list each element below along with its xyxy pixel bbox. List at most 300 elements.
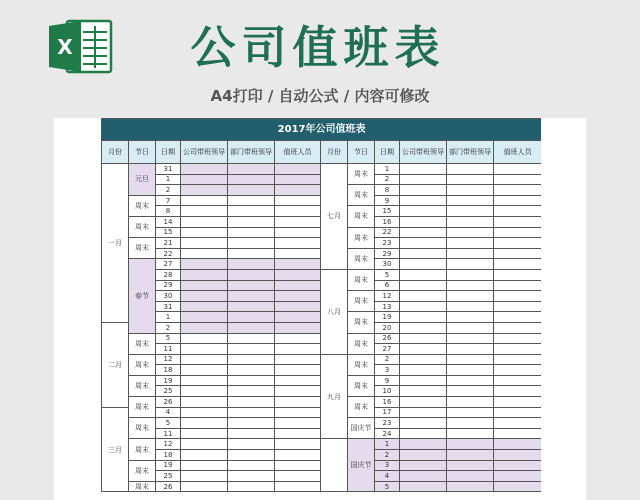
dept-leader-cell — [447, 418, 494, 429]
company-leader-cell — [400, 259, 447, 270]
company-leader-cell — [400, 386, 447, 397]
staff-cell — [275, 259, 321, 270]
staff-cell — [275, 227, 321, 238]
holiday-cell: 周末 — [129, 333, 156, 354]
date-cell: 2 — [156, 185, 181, 196]
staff-cell — [275, 322, 321, 333]
date-cell: 5 — [156, 333, 181, 344]
holiday-cell: 周末 — [348, 375, 375, 396]
dept-leader-cell — [228, 481, 275, 492]
date-cell: 25 — [156, 471, 181, 482]
company-leader-cell — [181, 291, 228, 302]
staff-cell — [494, 301, 542, 312]
date-cell: 1 — [156, 174, 181, 185]
staff-cell — [494, 238, 542, 249]
col-staff: 值班人员 — [275, 141, 321, 164]
staff-cell — [275, 460, 321, 471]
date-cell: 29 — [375, 248, 400, 259]
company-leader-cell — [181, 333, 228, 344]
holiday-cell: 周末 — [129, 354, 156, 375]
dept-leader-cell — [228, 259, 275, 270]
company-leader-cell — [181, 259, 228, 270]
dept-leader-cell — [447, 460, 494, 471]
dept-leader-cell — [228, 195, 275, 206]
dept-leader-cell — [447, 216, 494, 227]
date-cell: 3 — [375, 460, 400, 471]
company-leader-cell — [181, 460, 228, 471]
staff-cell — [275, 291, 321, 302]
col-staff: 值班人员 — [494, 141, 542, 164]
dept-leader-cell — [228, 460, 275, 471]
dept-leader-cell — [228, 397, 275, 408]
staff-cell — [275, 280, 321, 291]
staff-cell — [494, 344, 542, 355]
staff-cell — [275, 471, 321, 482]
dept-leader-cell — [447, 344, 494, 355]
dept-leader-cell — [228, 291, 275, 302]
holiday-cell: 周末 — [129, 460, 156, 481]
company-leader-cell — [400, 354, 447, 365]
month-cell: 一月 — [102, 164, 129, 323]
company-leader-cell — [400, 269, 447, 280]
holiday-cell: 周末 — [129, 375, 156, 396]
company-leader-cell — [181, 312, 228, 323]
dept-leader-cell — [447, 301, 494, 312]
date-cell: 19 — [156, 375, 181, 386]
duty-schedule-table — [101, 118, 541, 492]
dept-leader-cell — [228, 418, 275, 429]
date-cell: 1 — [375, 439, 400, 450]
date-cell: 7 — [156, 195, 181, 206]
company-leader-cell — [181, 344, 228, 355]
staff-cell — [494, 365, 542, 376]
holiday-cell: 周末 — [129, 418, 156, 439]
col-holiday: 节日 — [348, 141, 375, 164]
month-cell — [321, 439, 348, 492]
holiday-cell: 周末 — [348, 291, 375, 312]
dept-leader-cell — [447, 195, 494, 206]
staff-cell — [494, 185, 542, 196]
holiday-cell: 周末 — [129, 216, 156, 237]
company-leader-cell — [181, 354, 228, 365]
date-cell: 8 — [375, 185, 400, 196]
date-cell: 21 — [156, 238, 181, 249]
company-leader-cell — [181, 238, 228, 249]
staff-cell — [275, 344, 321, 355]
dept-leader-cell — [447, 407, 494, 418]
table-banner: 2017年公司值班表 — [102, 119, 542, 141]
staff-cell — [275, 481, 321, 492]
company-leader-cell — [400, 206, 447, 217]
company-leader-cell — [181, 248, 228, 259]
date-cell: 27 — [156, 259, 181, 270]
staff-cell — [494, 259, 542, 270]
date-cell: 5 — [375, 481, 400, 492]
page-subtitle: A4打印 / 自动公式 / 内容可修改 — [210, 87, 430, 105]
table-row — [102, 164, 542, 175]
staff-cell — [275, 164, 321, 175]
date-cell: 18 — [156, 450, 181, 461]
holiday-cell: 国庆节 — [348, 439, 375, 492]
dept-leader-cell — [447, 248, 494, 259]
month-cell: 二月 — [102, 322, 129, 407]
col-date: 日期 — [375, 141, 400, 164]
company-leader-cell — [400, 238, 447, 249]
date-cell: 29 — [156, 280, 181, 291]
date-cell: 27 — [375, 344, 400, 355]
date-cell: 31 — [156, 301, 181, 312]
dept-leader-cell — [228, 248, 275, 259]
staff-cell — [494, 418, 542, 429]
staff-cell — [494, 216, 542, 227]
date-cell: 1 — [156, 312, 181, 323]
col-company-leader: 公司带班领导 — [400, 141, 447, 164]
page-title: 公司值班表 — [190, 21, 446, 74]
date-cell: 23 — [375, 238, 400, 249]
dept-leader-cell — [447, 365, 494, 376]
date-cell: 12 — [156, 354, 181, 365]
company-leader-cell — [400, 450, 447, 461]
dept-leader-cell — [228, 428, 275, 439]
company-leader-cell — [181, 375, 228, 386]
date-cell: 24 — [375, 428, 400, 439]
staff-cell — [494, 428, 542, 439]
date-cell: 9 — [375, 195, 400, 206]
dept-leader-cell — [228, 407, 275, 418]
date-cell: 4 — [156, 407, 181, 418]
holiday-cell: 周末 — [348, 248, 375, 269]
staff-cell — [275, 407, 321, 418]
staff-cell — [494, 227, 542, 238]
date-cell: 6 — [375, 280, 400, 291]
company-leader-cell — [181, 450, 228, 461]
holiday-cell: 周末 — [129, 238, 156, 259]
holiday-cell: 周末 — [348, 185, 375, 206]
company-leader-cell — [400, 280, 447, 291]
staff-cell — [275, 174, 321, 185]
holiday-cell: 周末 — [348, 227, 375, 248]
company-leader-cell — [181, 386, 228, 397]
date-cell: 15 — [156, 227, 181, 238]
date-cell: 11 — [156, 344, 181, 355]
date-cell: 5 — [156, 418, 181, 429]
dept-leader-cell — [447, 238, 494, 249]
company-leader-cell — [181, 397, 228, 408]
date-cell: 2 — [375, 450, 400, 461]
staff-cell — [494, 375, 542, 386]
dept-leader-cell — [447, 259, 494, 270]
company-leader-cell — [400, 291, 447, 302]
dept-leader-cell — [228, 280, 275, 291]
dept-leader-cell — [447, 439, 494, 450]
holiday-cell: 春节 — [129, 259, 156, 333]
staff-cell — [275, 375, 321, 386]
date-cell: 10 — [375, 386, 400, 397]
staff-cell — [275, 333, 321, 344]
date-cell: 26 — [156, 397, 181, 408]
date-cell: 22 — [375, 227, 400, 238]
col-month: 月份 — [321, 141, 348, 164]
staff-cell — [275, 216, 321, 227]
dept-leader-cell — [447, 450, 494, 461]
company-leader-cell — [181, 280, 228, 291]
date-cell: 19 — [156, 460, 181, 471]
month-cell: 三月 — [102, 407, 129, 492]
holiday-cell: 周末 — [348, 333, 375, 354]
holiday-cell: 周末 — [348, 312, 375, 333]
date-cell: 26 — [375, 333, 400, 344]
company-leader-cell — [400, 397, 447, 408]
dept-leader-cell — [228, 227, 275, 238]
staff-cell — [494, 206, 542, 217]
dept-leader-cell — [228, 164, 275, 175]
date-cell: 14 — [156, 216, 181, 227]
month-cell: 八月 — [321, 269, 348, 354]
company-leader-cell — [400, 407, 447, 418]
company-leader-cell — [181, 227, 228, 238]
staff-cell — [494, 386, 542, 397]
dept-leader-cell — [447, 206, 494, 217]
table-row — [102, 269, 542, 280]
date-cell: 31 — [156, 164, 181, 175]
dept-leader-cell — [447, 185, 494, 196]
dept-leader-cell — [447, 269, 494, 280]
company-leader-cell — [400, 174, 447, 185]
staff-cell — [494, 291, 542, 302]
company-leader-cell — [400, 195, 447, 206]
company-leader-cell — [400, 312, 447, 323]
holiday-cell: 周末 — [348, 164, 375, 185]
holiday-cell: 元旦 — [129, 164, 156, 196]
dept-leader-cell — [447, 471, 494, 482]
dept-leader-cell — [228, 174, 275, 185]
company-leader-cell — [400, 301, 447, 312]
company-leader-cell — [181, 206, 228, 217]
staff-cell — [275, 248, 321, 259]
holiday-cell: 周末 — [348, 206, 375, 227]
date-cell: 12 — [156, 439, 181, 450]
schedule-body — [102, 164, 542, 492]
company-leader-cell — [181, 322, 228, 333]
dept-leader-cell — [228, 386, 275, 397]
company-leader-cell — [400, 428, 447, 439]
holiday-cell: 周末 — [348, 354, 375, 375]
dept-leader-cell — [447, 164, 494, 175]
company-leader-cell — [400, 248, 447, 259]
col-holiday: 节日 — [129, 141, 156, 164]
date-cell: 2 — [375, 354, 400, 365]
dept-leader-cell — [447, 386, 494, 397]
company-leader-cell — [181, 164, 228, 175]
holiday-cell: 国庆节 — [348, 418, 375, 439]
dept-leader-cell — [228, 354, 275, 365]
dept-leader-cell — [447, 312, 494, 323]
company-leader-cell — [181, 174, 228, 185]
company-leader-cell — [400, 227, 447, 238]
dept-leader-cell — [447, 354, 494, 365]
date-cell: 17 — [375, 407, 400, 418]
staff-cell — [494, 322, 542, 333]
dept-leader-cell — [228, 333, 275, 344]
staff-cell — [275, 386, 321, 397]
dept-leader-cell — [228, 439, 275, 450]
date-cell: 26 — [156, 481, 181, 492]
company-leader-cell — [400, 460, 447, 471]
company-leader-cell — [400, 481, 447, 492]
schedule-sheet — [101, 118, 541, 500]
date-cell: 25 — [156, 386, 181, 397]
date-cell: 19 — [375, 312, 400, 323]
dept-leader-cell — [447, 428, 494, 439]
date-cell: 3 — [375, 365, 400, 376]
staff-cell — [275, 195, 321, 206]
staff-cell — [275, 206, 321, 217]
holiday-cell: 周末 — [348, 397, 375, 418]
staff-cell — [275, 269, 321, 280]
dept-leader-cell — [228, 312, 275, 323]
staff-cell — [494, 248, 542, 259]
dept-leader-cell — [447, 333, 494, 344]
staff-cell — [494, 164, 542, 175]
staff-cell — [275, 418, 321, 429]
date-cell: 30 — [156, 291, 181, 302]
date-cell: 2 — [375, 174, 400, 185]
company-leader-cell — [400, 322, 447, 333]
staff-cell — [494, 354, 542, 365]
table-row — [102, 354, 542, 365]
holiday-cell: 周末 — [348, 269, 375, 290]
date-cell: 12 — [375, 291, 400, 302]
date-cell: 16 — [375, 216, 400, 227]
staff-cell — [275, 312, 321, 323]
date-cell: 4 — [375, 471, 400, 482]
col-dept-leader: 部门带班领导 — [228, 141, 275, 164]
dept-leader-cell — [228, 471, 275, 482]
dept-leader-cell — [228, 185, 275, 196]
company-leader-cell — [400, 375, 447, 386]
staff-cell — [494, 460, 542, 471]
company-leader-cell — [400, 365, 447, 376]
company-leader-cell — [400, 333, 447, 344]
dept-leader-cell — [447, 375, 494, 386]
company-leader-cell — [400, 418, 447, 429]
company-leader-cell — [181, 428, 228, 439]
staff-cell — [494, 439, 542, 450]
col-date: 日期 — [156, 141, 181, 164]
staff-cell — [494, 481, 542, 492]
staff-cell — [275, 397, 321, 408]
date-cell: 22 — [156, 248, 181, 259]
dept-leader-cell — [228, 206, 275, 217]
staff-cell — [494, 195, 542, 206]
staff-cell — [275, 450, 321, 461]
staff-cell — [275, 301, 321, 312]
dept-leader-cell — [228, 269, 275, 280]
staff-cell — [275, 365, 321, 376]
staff-cell — [494, 174, 542, 185]
date-cell: 2 — [156, 322, 181, 333]
date-cell: 28 — [156, 269, 181, 280]
staff-cell — [494, 269, 542, 280]
staff-cell — [494, 312, 542, 323]
company-leader-cell — [181, 195, 228, 206]
date-cell: 20 — [375, 322, 400, 333]
dept-leader-cell — [447, 291, 494, 302]
col-dept-leader: 部门带班领导 — [447, 141, 494, 164]
date-cell: 18 — [156, 365, 181, 376]
date-cell: 23 — [375, 418, 400, 429]
company-leader-cell — [181, 301, 228, 312]
col-month: 月份 — [102, 141, 129, 164]
page-header — [0, 0, 640, 118]
company-leader-cell — [181, 439, 228, 450]
dept-leader-cell — [447, 322, 494, 333]
staff-cell — [275, 439, 321, 450]
company-leader-cell — [181, 185, 228, 196]
company-leader-cell — [400, 439, 447, 450]
company-leader-cell — [181, 269, 228, 280]
company-leader-cell — [181, 481, 228, 492]
company-leader-cell — [400, 344, 447, 355]
company-leader-cell — [181, 418, 228, 429]
holiday-cell: 周末 — [129, 439, 156, 460]
date-cell: 8 — [156, 206, 181, 217]
dept-leader-cell — [228, 238, 275, 249]
holiday-cell: 周末 — [129, 481, 156, 492]
holiday-cell: 周末 — [129, 397, 156, 418]
staff-cell — [494, 280, 542, 291]
company-leader-cell — [400, 185, 447, 196]
staff-cell — [275, 354, 321, 365]
col-company-leader: 公司带班领导 — [181, 141, 228, 164]
company-leader-cell — [400, 164, 447, 175]
company-leader-cell — [400, 471, 447, 482]
dept-leader-cell — [228, 301, 275, 312]
company-leader-cell — [181, 471, 228, 482]
staff-cell — [494, 471, 542, 482]
staff-cell — [494, 450, 542, 461]
dept-leader-cell — [447, 227, 494, 238]
date-cell: 30 — [375, 259, 400, 270]
excel-icon-letter: X — [57, 35, 73, 59]
holiday-cell: 周末 — [129, 195, 156, 216]
dept-leader-cell — [447, 397, 494, 408]
date-cell: 15 — [375, 206, 400, 217]
dept-leader-cell — [228, 216, 275, 227]
dept-leader-cell — [447, 174, 494, 185]
date-cell: 16 — [375, 397, 400, 408]
company-leader-cell — [181, 216, 228, 227]
company-leader-cell — [400, 216, 447, 227]
date-cell: 11 — [156, 428, 181, 439]
staff-cell — [275, 185, 321, 196]
dept-leader-cell — [228, 375, 275, 386]
date-cell: 9 — [375, 375, 400, 386]
dept-leader-cell — [447, 481, 494, 492]
company-leader-cell — [181, 407, 228, 418]
date-cell: 1 — [375, 164, 400, 175]
month-cell: 九月 — [321, 354, 348, 439]
company-leader-cell — [181, 365, 228, 376]
date-cell: 13 — [375, 301, 400, 312]
staff-cell — [494, 407, 542, 418]
staff-cell — [494, 333, 542, 344]
staff-cell — [275, 238, 321, 249]
dept-leader-cell — [228, 322, 275, 333]
dept-leader-cell — [228, 365, 275, 376]
excel-icon — [47, 18, 113, 75]
staff-cell — [275, 428, 321, 439]
